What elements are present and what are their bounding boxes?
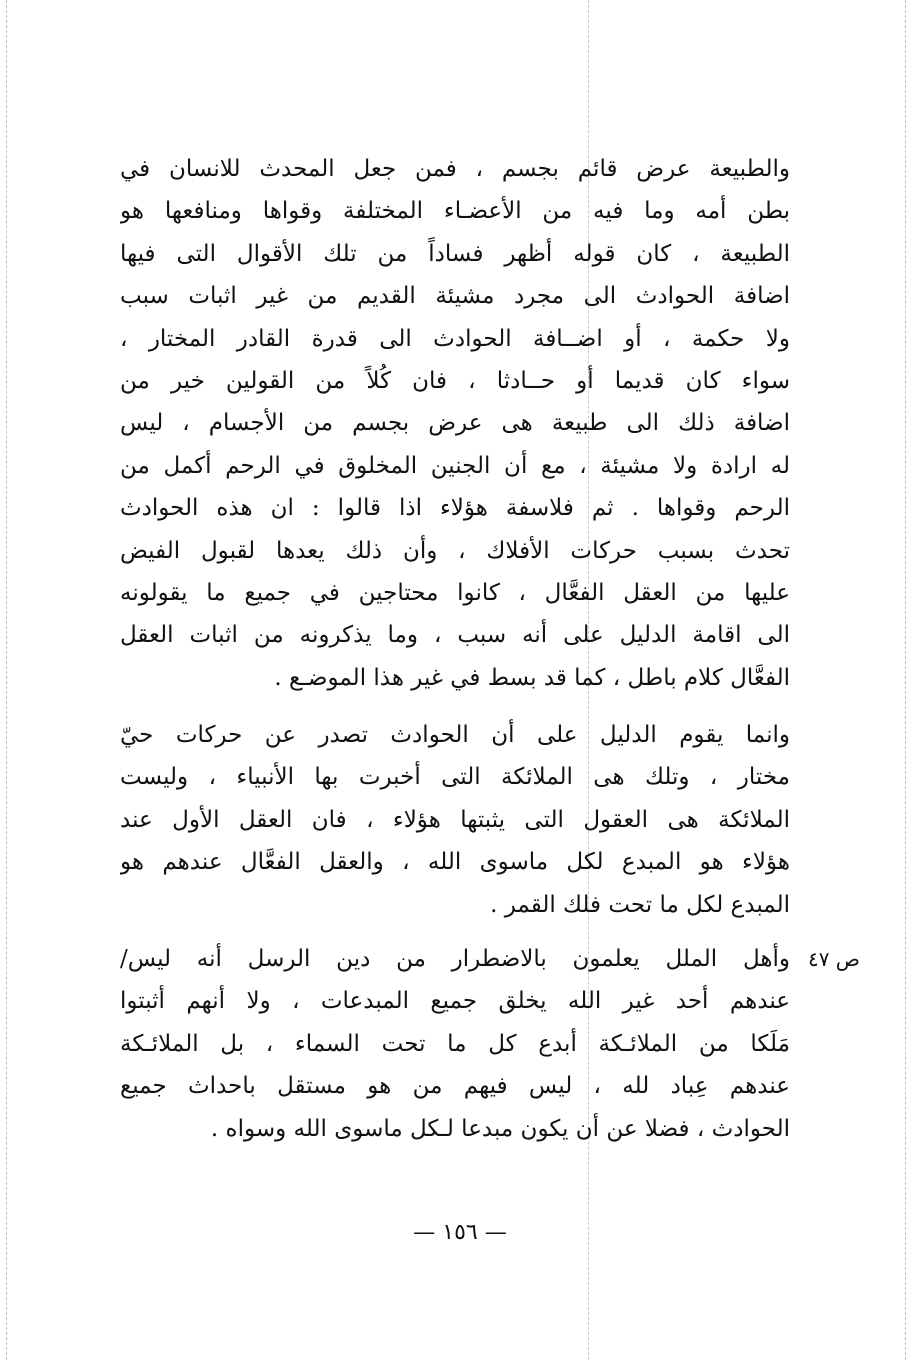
- text-line: ولا حكمة ، أو اضــافة الحوادث الى قدرة القادر المختار ،: [120, 325, 790, 352]
- text-line: الى اقامة الدليل على أنه سبب ، وما يذكرونه من اثبات العقل: [120, 622, 790, 649]
- text-line: الطبيعة ، كان قوله أظهر فساداً من تلك الأقوال التى فيها: [120, 240, 790, 267]
- text-line: عندهم أحد غير الله يخلق جميع المبدعات ، ولا أنهم أثبتوا: [120, 988, 790, 1015]
- text-line: له ارادة ولا مشيئة ، مع أن الجنين المخلوق في الرحم أكمل من: [120, 452, 790, 479]
- text-line: المبدع لكل ما تحت فلك القمر .: [490, 891, 790, 918]
- text-line: مختار ، وتلك هى الملائكة التى أخبرت بها الأنبياء ، وليست: [120, 764, 790, 791]
- page-number: — ١٥٦ —: [413, 1220, 507, 1245]
- margin-page-reference: ص ٤٧: [807, 947, 860, 971]
- text-line: مَلَكا من الملائـكة أبدع كل ما تحت السماء ، بل الملائـكة: [120, 1030, 790, 1057]
- text-line: بطن أمه وما فيه من الأعضـاء المختلفة وقواها ومنافعها هو: [120, 198, 790, 225]
- text-line: وأهل الملل يعلمون بالاضطرار من دين الرسل أنه ليس/: [120, 946, 790, 972]
- scan-guide-left: [6, 0, 7, 1360]
- paragraph-2: [120, 714, 790, 926]
- text-line: عليها من العقل الفعَّال ، كانوا محتاجين في جميع ما يقولونه: [120, 580, 790, 607]
- paragraph-3: [120, 938, 790, 1150]
- text-line: والطبيعة عرض قائم بجسم ، فمن جعل المحدث للانسان في: [120, 156, 790, 182]
- text-line: الملائكة هى العقول التى يثبتها هؤلاء ، فان العقل الأول عند: [120, 806, 790, 833]
- text-line: الرحم وقواها . ثم فلاسفة هؤلاء اذا قالوا : ان هذه الحوادث: [120, 495, 790, 522]
- text-line: الحوادث ، فضلا عن أن يكون مبدعا لـكل ماسوى الله وسواه .: [210, 1115, 790, 1142]
- text-line: اضافة الحوادث الى مجرد مشيئة القديم من غير اثبات سبب: [120, 283, 790, 310]
- scan-guide-right: [905, 0, 906, 1360]
- text-line: وانما يقوم الدليل على أن الحوادث تصدر عن حركات حيّ: [120, 722, 790, 748]
- text-line: سواء كان قديما أو حــادثا ، فان كُلاً من القولين خير من: [120, 368, 790, 395]
- text-line: هؤلاء هو المبدع لكل ماسوى الله ، والعقل الفعَّال عندهم هو: [120, 849, 790, 876]
- text-line: تحدث بسبب حركات الأفلاك ، وأن ذلك يعدها لقبول الفيض: [120, 537, 790, 564]
- text-line: الفعَّال كلام باطل ، كما قد بسط في غير هذا الموضـع .: [274, 664, 790, 691]
- text-line: عندهم عِباد لله ، ليس فيهم من هو مستقل باحداث جميع: [120, 1073, 790, 1100]
- paragraph-1: [120, 148, 790, 699]
- text-line: اضافة ذلك الى طبيعة هى عرض بجسم من الأجسام ، ليس: [120, 410, 790, 437]
